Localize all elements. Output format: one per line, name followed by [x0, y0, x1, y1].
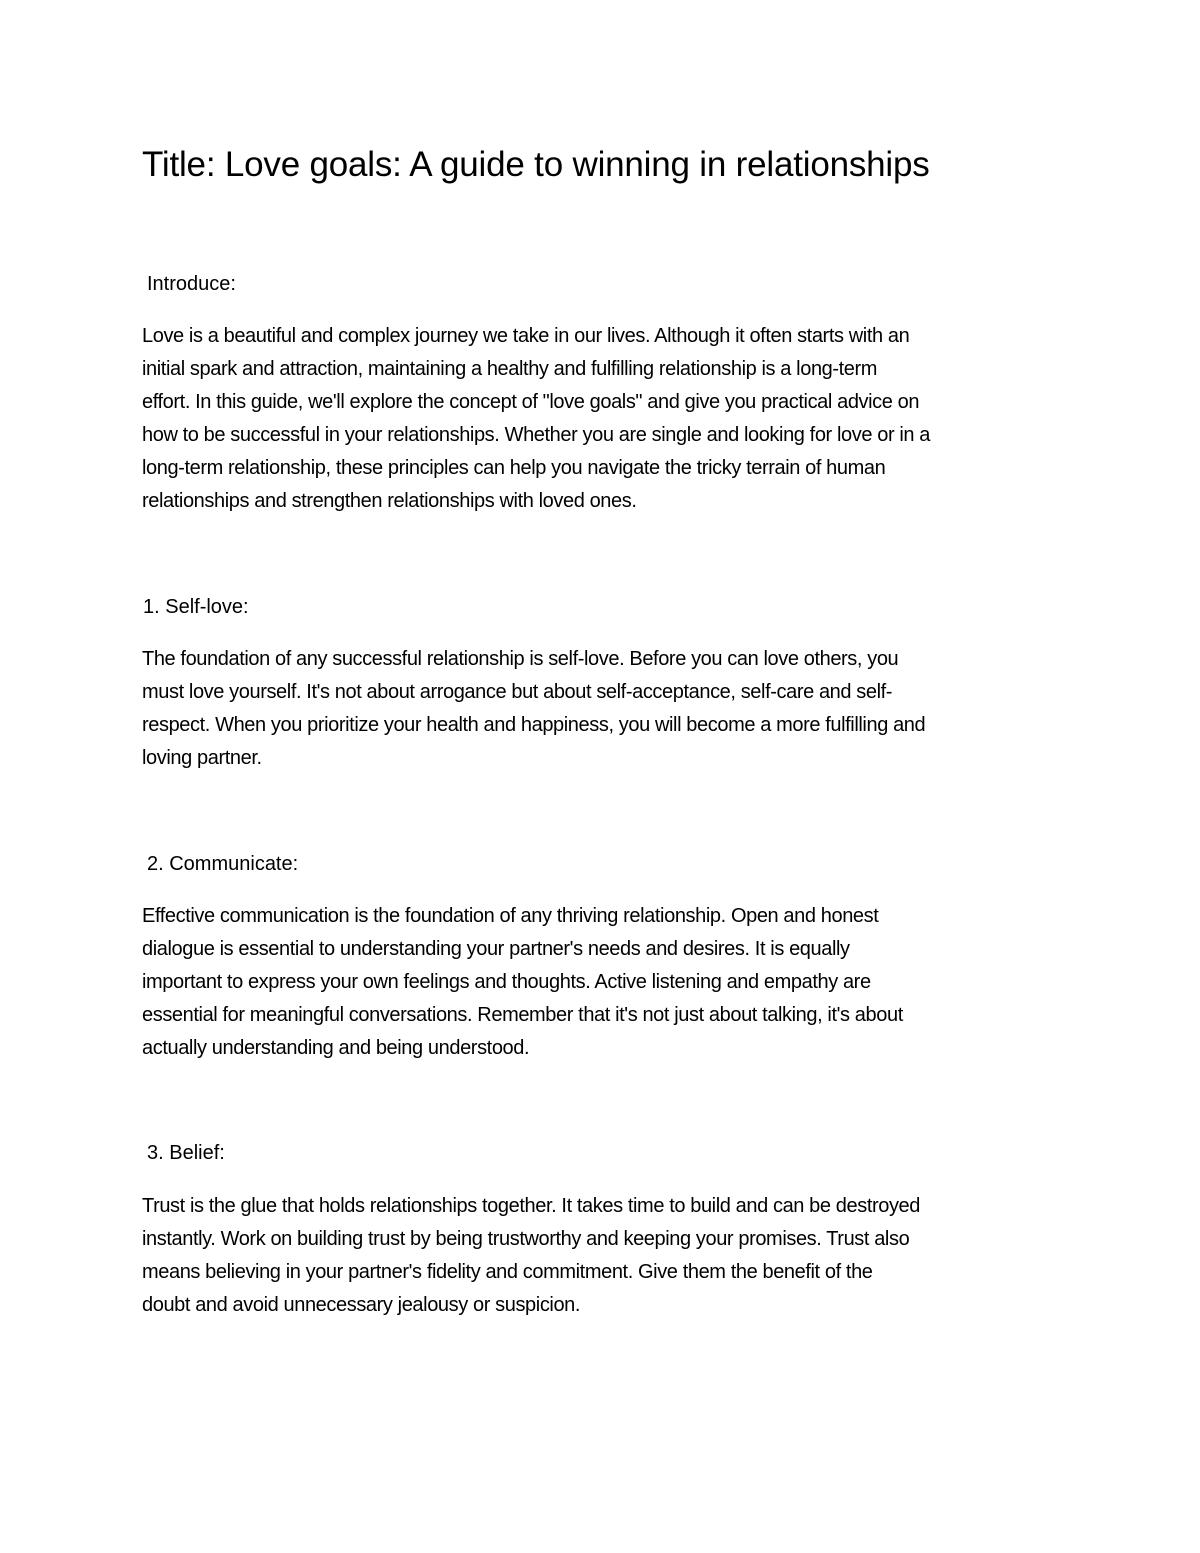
- section-heading-belief: 3. Belief:: [147, 1142, 225, 1164]
- section-body-communicate: [142, 900, 1072, 1065]
- paragraph-line: how to be successful in your relationships. Whether you are single and looking for love or in a: [142, 424, 931, 446]
- paragraph-line: Love is a beautiful and complex journey we take in our lives. Although it often starts with an: [142, 325, 910, 347]
- paragraph-line: essential for meaningful conversations. Remember that it's not just about talking, it's about: [142, 1004, 903, 1026]
- paragraph-line: must love yourself. It's not about arrogance but about self-acceptance, self-care and self-: [142, 681, 893, 703]
- paragraph-line: doubt and avoid unnecessary jealousy or suspicion.: [142, 1294, 581, 1316]
- paragraph-line: means believing in your partner's fidelity and commitment. Give them the benefit of the: [142, 1261, 873, 1283]
- paragraph-line: relationships and strengthen relationships with loved ones.: [142, 490, 637, 512]
- paragraph-line: important to express your own feelings and thoughts. Active listening and empathy are: [142, 971, 871, 993]
- section-body-introduce: [142, 320, 1072, 518]
- paragraph-line: effort. In this guide, we'll explore the concept of "love goals" and give you practical advice on: [142, 391, 920, 413]
- section-heading-self-love: 1. Self-love:: [143, 596, 249, 618]
- paragraph-line: Effective communication is the foundation of any thriving relationship. Open and honest: [142, 905, 879, 927]
- paragraph-line: instantly. Work on building trust by being trustworthy and keeping your promises. Trust also: [142, 1228, 910, 1250]
- paragraph-line: actually understanding and being understood.: [142, 1037, 530, 1059]
- paragraph-line: Trust is the glue that holds relationships together. It takes time to build and can be destroyed: [142, 1195, 921, 1217]
- paragraph-line: long-term relationship, these principles can help you navigate the tricky terrain of human: [142, 457, 886, 479]
- paragraph-line: The foundation of any successful relationship is self-love. Before you can love others, you: [142, 648, 899, 670]
- paragraph-line: dialogue is essential to understanding your partner's needs and desires. It is equally: [142, 938, 850, 960]
- paragraph-line: respect. When you prioritize your health and happiness, you will become a more fulfilling and: [142, 714, 926, 736]
- section-body-belief: [142, 1190, 1072, 1322]
- document-title: Title: Love goals: A guide to winning in relationships: [142, 145, 930, 184]
- section-body-self-love: [142, 643, 1072, 775]
- section-heading-introduce: Introduce:: [147, 273, 236, 295]
- paragraph-line: loving partner.: [142, 747, 262, 769]
- paragraph-line: initial spark and attraction, maintaining a healthy and fulfilling relationship is a long-term: [142, 358, 878, 380]
- section-heading-communicate: 2. Communicate:: [147, 853, 299, 875]
